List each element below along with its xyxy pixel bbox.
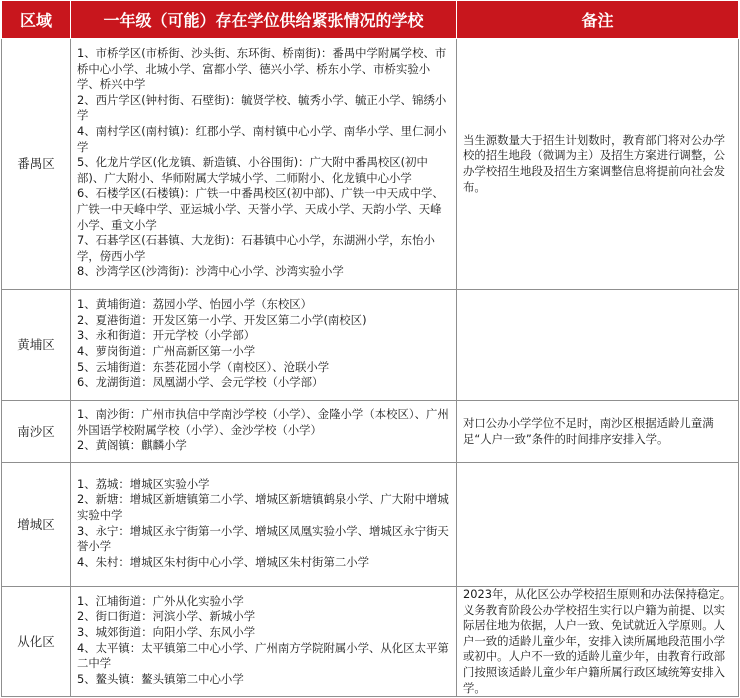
note-cell: 当生源数量大于招生计划数时，教育部门将对公办学校的招生地段（微调为主）及招生方案进行调整，公办学校招生地段及招生方案调整信息将提前向社会发布。 xyxy=(457,39,739,290)
header-schools: 一年级（可能）存在学位供给紧张情况的学校 xyxy=(71,1,457,39)
school-line: 3、城郊街道：向阳小学、东风小学 xyxy=(77,624,256,639)
school-line: 6、龙湖街道：凤凰湖小学、会元学校（小学部） xyxy=(77,375,324,390)
school-line: 1、黄埔街道：荔园小学、怡园小学（东校区） xyxy=(77,297,313,312)
school-line: 2、新塘：增城区新塘镇第二小学、增城区新塘镇鹤泉小学、广大附中增城实验中学 xyxy=(77,492,449,522)
note-cell: 2023年，从化区公办学校招生原则和办法保持稳定。义务教育阶段公办学校招生实行以户籍为前提、以实际居住地为依据，人户一致、免试就近入学原则。人户一致的适龄儿童少年，安排入读所属地段范围小学或初中。人户不一致的适龄儿童少年，由教育行政部门按照该适龄儿童少年户籍所属行政区域统筹安排入学。 xyxy=(457,587,739,697)
header-row xyxy=(2,1,739,39)
school-line: 3、永宁：增城区永宁街第一小学、增城区凤凰实验小学、增城区永宁街天誉小学 xyxy=(77,523,449,554)
table-row-conghua xyxy=(2,587,739,697)
table-row-huangpu xyxy=(2,290,739,401)
school-line: 6、石楼学区(石楼镇)：广铁一中番禺校区(初中部)、广铁一中天成中学、广铁一中天峰中学、亚运城小学、天誉小学、天成小学、天韵小学、天峰小学、重文小学 xyxy=(77,186,444,232)
school-line: 1、荔城：增城区实验小学 xyxy=(77,476,210,491)
school-line: 1、市桥学区(市桥街、沙头街、东环街、桥南街)：番禺中学附属学校、市桥中心小学、北城小学、富都小学、德兴小学、桥东小学、市桥实验小学、桥兴中学 xyxy=(77,46,447,92)
district-cell: 番禺区 xyxy=(2,39,71,290)
header-district: 区域 xyxy=(2,1,71,39)
table-row-zengcheng xyxy=(2,463,739,587)
school-line: 5、鳌头镇：鳌头镇第二中心小学 xyxy=(77,671,244,686)
schools-cell xyxy=(71,401,457,463)
table-row-panyu xyxy=(2,39,739,290)
school-line: 1、江埔街道：广外从化实验小学 xyxy=(77,593,244,608)
school-line: 5、云埔街道：东荟花园小学（南校区）、沧联小学 xyxy=(77,359,330,374)
school-line: 2、西片学区(钟村街、石壁街)：毓贤学校、毓秀小学、毓正小学、锦绣小学 xyxy=(77,92,447,123)
school-line: 2、黄阁镇：麒麟小学 xyxy=(77,438,187,453)
district-cell: 从化区 xyxy=(2,587,71,697)
school-supply-table xyxy=(1,0,739,697)
school-line: 4、太平镇：太平镇第二中心小学、广州南方学院附属小学、从化区太平第二中学 xyxy=(77,640,449,671)
school-line: 8、沙湾学区(沙湾街)：沙湾中心小学、沙湾实验小学 xyxy=(77,264,344,279)
schools-cell xyxy=(71,463,457,587)
district-cell: 黄埔区 xyxy=(2,290,71,401)
schools-cell xyxy=(71,587,457,697)
school-line: 4、萝岗街道：广州高新区第一小学 xyxy=(77,344,256,358)
school-line: 4、南村学区(南村镇)：红郡小学、南村镇中心小学、南华小学、里仁洞小学 xyxy=(77,124,447,154)
district-cell: 南沙区 xyxy=(2,401,71,463)
school-line: 2、街口街道：河滨小学、新城小学 xyxy=(77,609,256,624)
note-cell xyxy=(457,290,739,401)
school-line: 4、朱村：增城区朱村街中心小学、增城区朱村街第二小学 xyxy=(77,554,370,569)
note-cell xyxy=(457,463,739,587)
schools-cell xyxy=(71,39,457,290)
note-cell: 对口公办小学学位不足时，南沙区根据适龄儿童满足“人户一致”条件的时间排序安排入学。 xyxy=(457,401,739,463)
school-line: 7、石碁学区(石碁镇、大龙街)：石碁镇中心小学，东湖洲小学，东怡小学，傍西小学 xyxy=(77,233,435,263)
district-cell: 增城区 xyxy=(2,463,71,587)
school-line: 3、永和街道：开元学校（小学部） xyxy=(77,328,256,343)
header-notes: 备注 xyxy=(457,1,739,39)
school-line: 2、夏港街道：开发区第一小学、开发区第二小学(南校区) xyxy=(77,312,367,327)
schools-cell xyxy=(71,290,457,401)
school-line: 1、南沙街：广州市执信中学南沙学校（小学）、金隆小学（本校区）、广州外国语学校附属学校（小学）、金沙学校（小学） xyxy=(77,407,449,437)
school-line: 5、化龙片学区(化龙镇、新造镇、小谷围街)：广大附中番禺校区(初中部)、广大附小、华师附属大学城小学、二师附小、化龙镇中心小学 xyxy=(77,155,428,185)
table-row-nansha xyxy=(2,401,739,463)
